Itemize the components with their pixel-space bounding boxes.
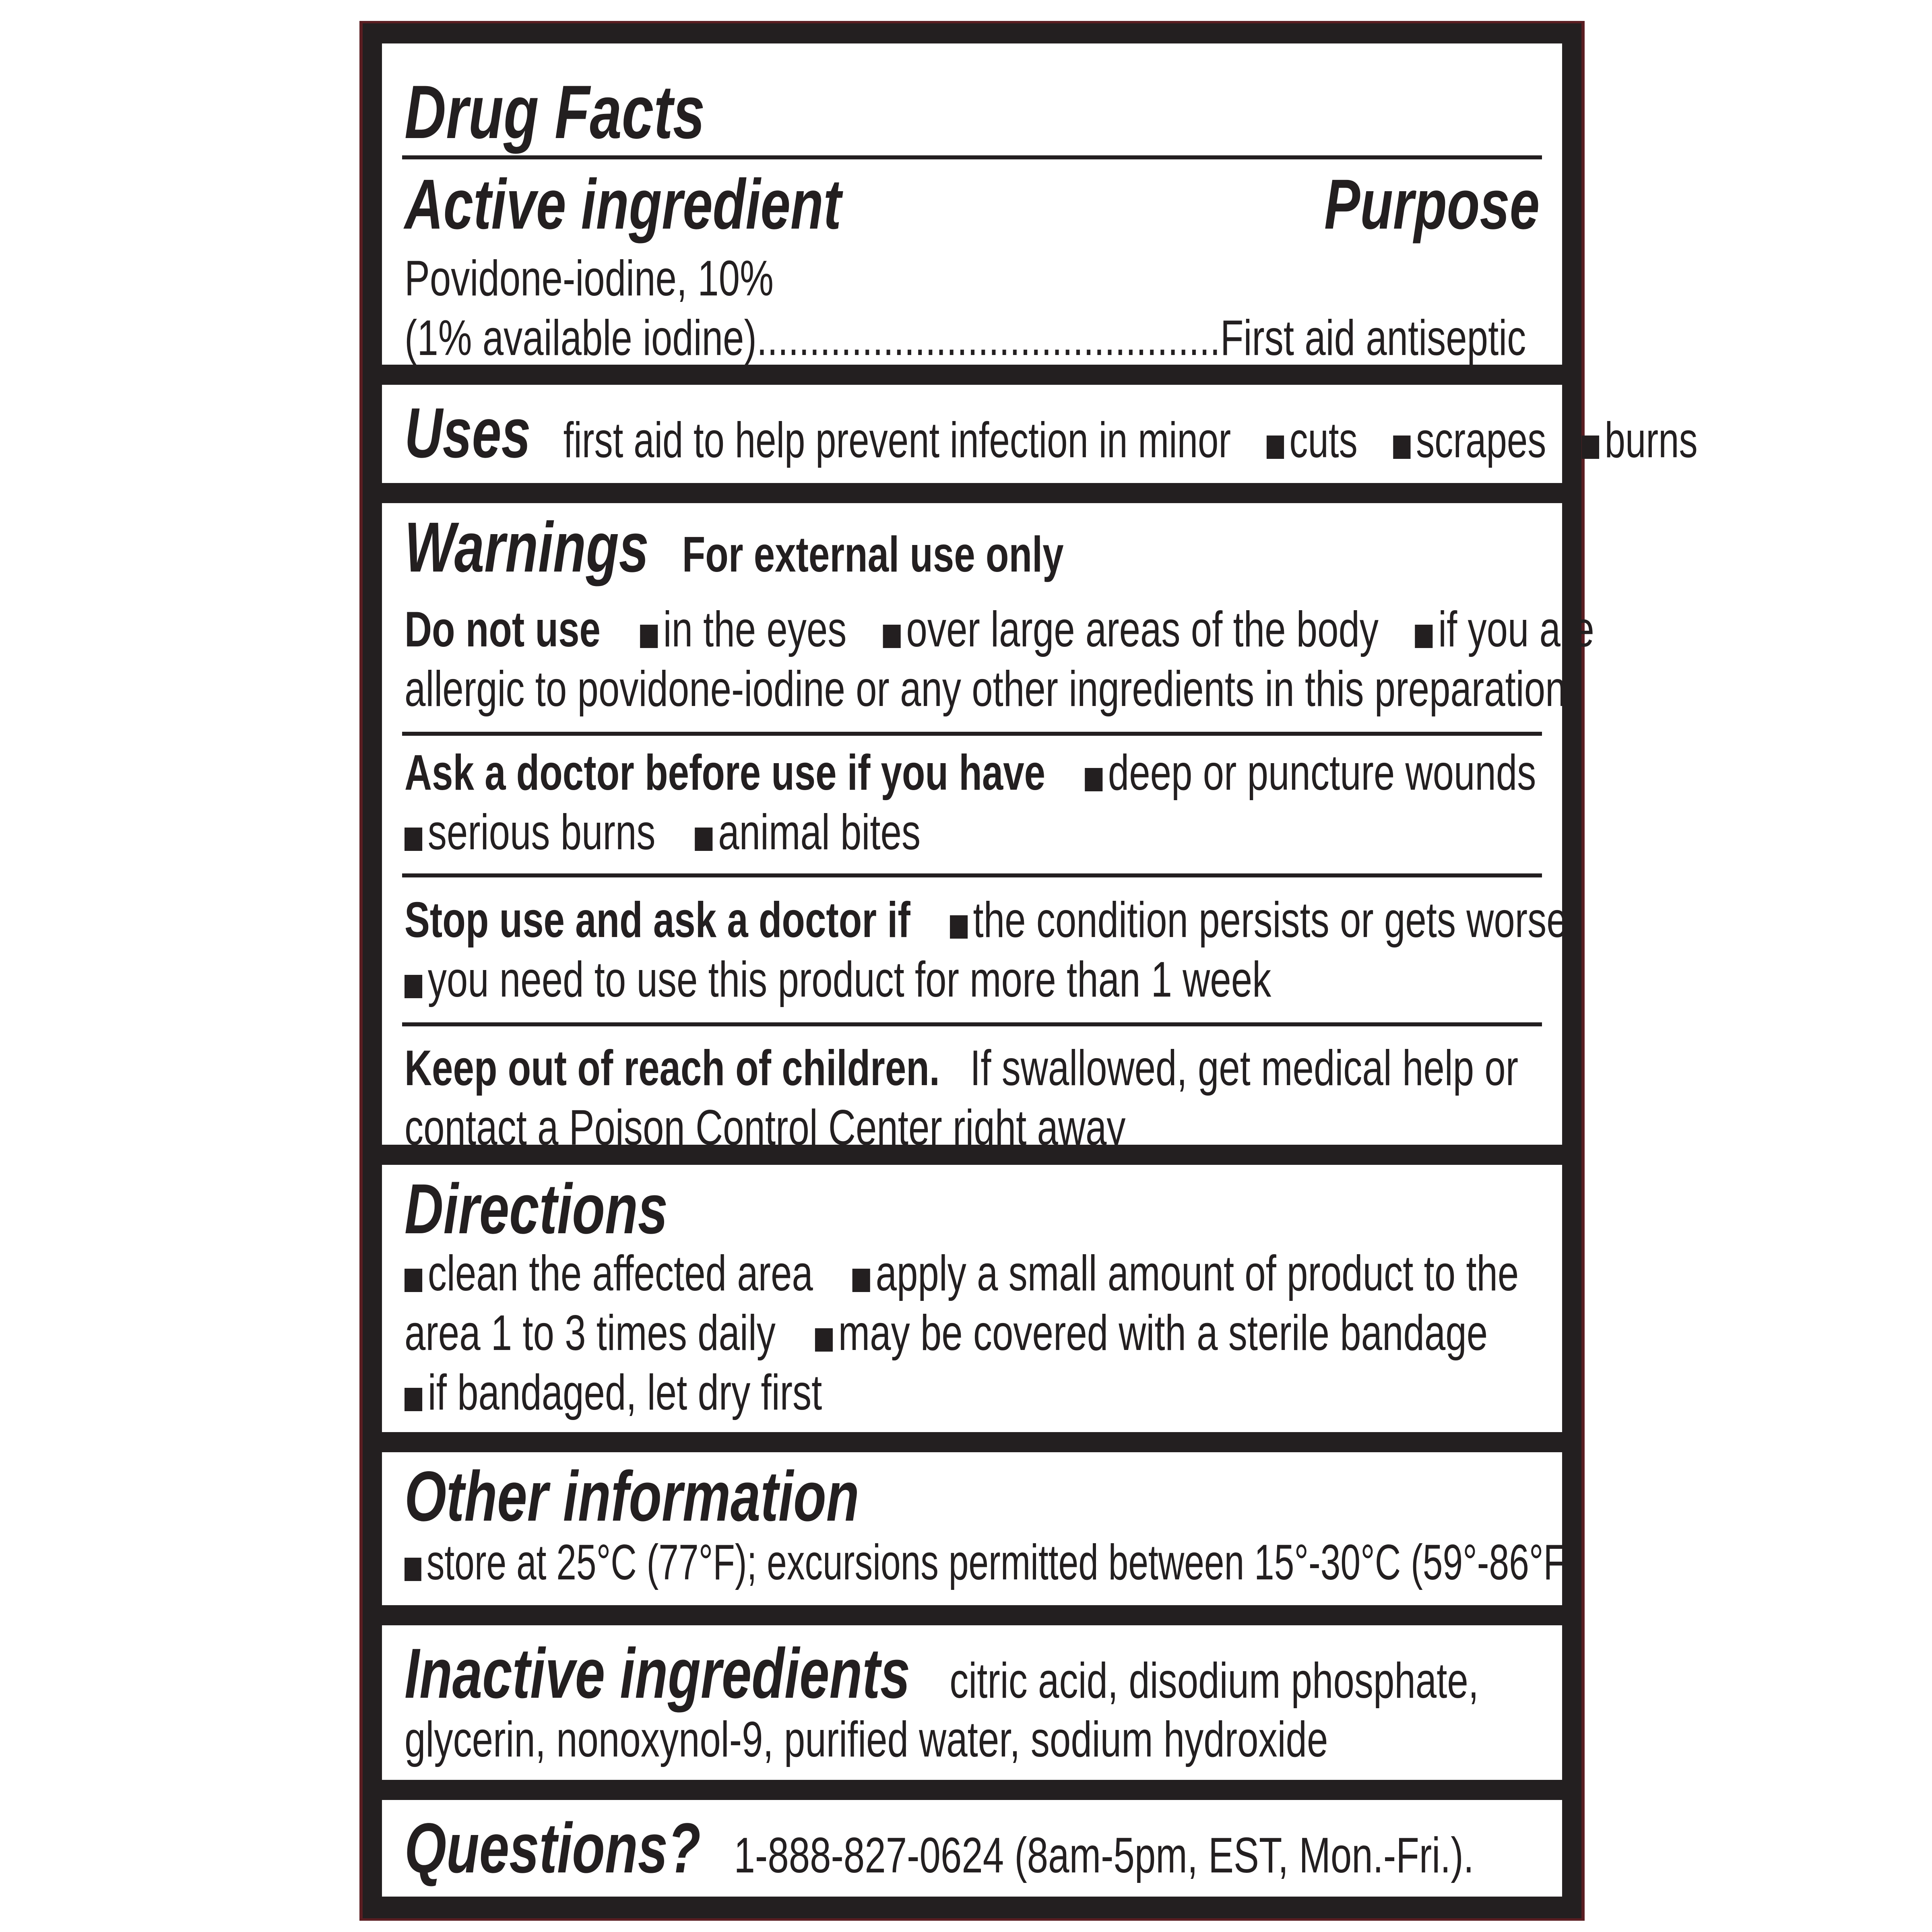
bullet-icon (405, 975, 422, 998)
ask-doctor-item: deep or puncture wounds (1108, 745, 1536, 801)
uses-heading: Uses (405, 394, 531, 473)
inactive-ingredients-heading: Inactive ingredients (405, 1634, 910, 1713)
directions-item: may be covered with a sterile bandage (838, 1305, 1488, 1361)
uses-item-scrapes: scrapes (1416, 413, 1546, 468)
stop-use-item: you need to use this product for more than 1 week (427, 952, 1271, 1007)
bullet-icon (883, 625, 901, 648)
bullet-icon (640, 625, 658, 648)
external-use-text: For external use only (682, 527, 1064, 582)
directions-item: if bandaged, let dry first (427, 1365, 822, 1420)
directions-box (382, 1165, 1562, 1432)
bullet-icon (405, 828, 422, 851)
keep-out-text-continued: contact a Poison Control Center right away (405, 1100, 1126, 1156)
bullet-icon (405, 1388, 422, 1411)
warnings-rule (402, 873, 1542, 877)
bullet-icon (405, 1269, 422, 1292)
other-information-heading: Other information (405, 1457, 859, 1536)
warnings-heading: Warnings (405, 508, 649, 587)
active-ingredient-heading: Active ingredient (405, 165, 842, 244)
bullet-icon (815, 1328, 833, 1352)
inactive-ingredients-text: citric acid, disodium phosphate, (949, 1653, 1479, 1709)
do-not-use-item: in the eyes (663, 602, 847, 657)
do-not-use-continued: allergic to povidone-iodine or any other ingredients in this preparation (405, 661, 1567, 717)
stop-use-label: Stop use and ask a doctor if (405, 892, 910, 948)
other-information-box (382, 1452, 1577, 1605)
bullet-icon (1393, 436, 1410, 459)
do-not-use-label: Do not use (405, 602, 601, 657)
bullet-icon (1415, 625, 1432, 648)
directions-item: clean the affected area (427, 1246, 813, 1301)
active-ingredient-box (382, 43, 1562, 365)
questions-box (382, 1800, 1562, 1897)
bullet-icon (405, 1558, 421, 1581)
uses-box (382, 385, 1698, 483)
purpose-heading: Purpose (1324, 165, 1540, 244)
uses-item-cuts: cuts (1289, 413, 1358, 468)
do-not-use-item: over large areas of the body (906, 602, 1379, 657)
bullet-icon (1085, 768, 1102, 791)
title-rule (402, 155, 1542, 159)
drug-facts-title: Drug Facts (405, 70, 705, 154)
active-line-1: Povidone-iodine, 10% (405, 251, 774, 306)
ask-doctor-label: Ask a doctor before use if you have (405, 745, 1046, 801)
bullet-icon (852, 1269, 870, 1292)
warnings-rule (402, 1022, 1542, 1026)
inactive-ingredients-text-continued: glycerin, nonoxynol-9, purified water, sodium hydroxide (405, 1712, 1328, 1767)
drug-facts-panel (359, 21, 1698, 1921)
ask-doctor-item: animal bites (718, 805, 921, 860)
keep-out-text: If swallowed, get medical help or (970, 1040, 1519, 1096)
directions-item-continued: area 1 to 3 times daily (405, 1305, 776, 1361)
directions-heading: Directions (405, 1170, 668, 1249)
stop-use-item: the condition persists or gets worse (973, 892, 1568, 948)
bullet-icon (695, 828, 712, 851)
warnings-box (382, 503, 1594, 1156)
keep-out-label: Keep out of reach of children. (405, 1040, 940, 1096)
active-line-2: (1% available iodine)............................................First aid antiseptic (405, 310, 1526, 366)
other-information-item: store at 25°C (77°F); excursions permitted between 15°-30°C (59°-86°F) (426, 1535, 1577, 1590)
bullet-icon (950, 915, 968, 939)
directions-item: apply a small amount of product to the (875, 1246, 1519, 1301)
do-not-use-item: if you are (1438, 602, 1594, 657)
bullet-icon (1267, 436, 1284, 459)
ask-doctor-item: serious burns (427, 805, 656, 860)
bullet-icon (1582, 436, 1599, 459)
warnings-rule (402, 732, 1542, 736)
questions-phone-text: 1-888-827-0624 (8am-5pm, EST, Mon.-Fri.). (734, 1828, 1474, 1883)
uses-item-burns: burns (1604, 413, 1698, 468)
uses-text: first aid to help prevent infection in minor (563, 413, 1231, 468)
questions-heading: Questions? (405, 1809, 701, 1888)
inactive-ingredients-box (382, 1625, 1562, 1780)
